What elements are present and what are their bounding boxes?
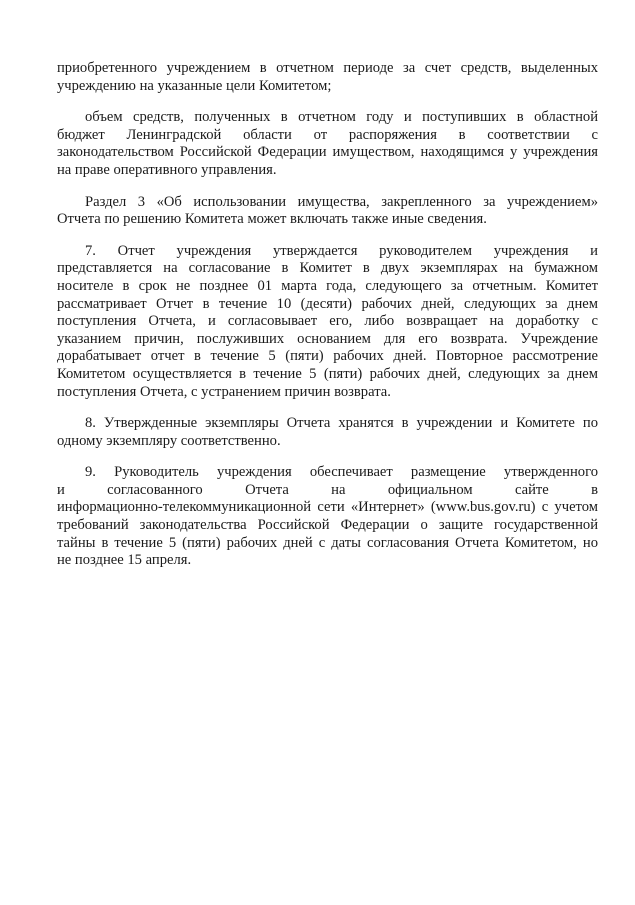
paragraph-item-9 — [57, 464, 598, 570]
text-line: носителе в срок не позднее 01 марта года, следующего за отчетным. Комитет — [57, 277, 598, 294]
paragraph-item-7 — [57, 243, 598, 401]
text-line: на праве оперативного управления. — [57, 161, 277, 178]
text-line: поступления Отчета, и согласовывает его, либо возвращает на доработку с — [57, 313, 598, 330]
paragraph-acquired-property — [57, 60, 598, 95]
paragraph-section-3 — [57, 194, 598, 229]
text-line: Отчета по решению Комитета может включать также иные сведения. — [57, 211, 487, 228]
text-line: объем средств, полученных в отчетном году и поступивших в областной — [85, 109, 598, 126]
text-line: дорабатывает отчет в течение 5 (пяти) рабочих дней. Повторное рассмотрение — [57, 348, 598, 365]
text-line: рассматривает Отчет в течение 10 (десяти) рабочих дней, следующих за днем — [57, 295, 598, 312]
text-line: 9. Руководитель учреждения обеспечивает размещение утвержденного — [85, 464, 598, 481]
text-line: приобретенного учреждением в отчетном периоде за счет средств, выделенных — [57, 60, 598, 76]
document-page — [57, 60, 598, 584]
text-line: тайны в течение 5 (пяти) рабочих дней с даты согласования Отчета Комитетом, но — [57, 534, 598, 551]
text-line: законодательством Российской Федерации имуществом, находящимся у учреждения — [57, 144, 598, 161]
text-line: представляется на согласование в Комитет в двух экземплярах на бумажном — [57, 260, 598, 277]
paragraph-funds-volume — [57, 109, 598, 179]
text-line: и согласованного Отчета на официальном сайте в — [57, 481, 598, 498]
text-line: одному экземпляру соответственно. — [57, 432, 281, 449]
paragraph-item-8 — [57, 415, 598, 450]
text-line: учреждению на указанные цели Комитетом; — [57, 77, 332, 94]
text-line: 8. Утвержденные экземпляры Отчета хранятся в учреждении и Комитете по — [85, 415, 598, 432]
text-line: не позднее 15 апреля. — [57, 552, 192, 569]
text-line: 7. Отчет учреждения утверждается руководителем учреждения и — [85, 242, 598, 259]
text-line: Раздел 3 «Об использовании имущества, закрепленного за учреждением» — [85, 193, 598, 210]
text-line: информационно-телекоммуникационной сети «Интернет» (www.bus.gov.ru) с учетом — [57, 499, 598, 516]
text-line: указанием причин, послуживших основанием для его возврата. Учреждение — [57, 330, 598, 347]
text-line: бюджет Ленинградской области от распоряжения в соответствии с — [57, 126, 598, 143]
text-line: Комитетом осуществляется в течение 5 (пяти) рабочих дней, следующих за днем — [57, 365, 598, 382]
text-line: требований законодательства Российской Федерации о защите государственной — [57, 517, 598, 534]
text-line: поступления Отчета, с устранением причин возврата. — [57, 383, 391, 400]
